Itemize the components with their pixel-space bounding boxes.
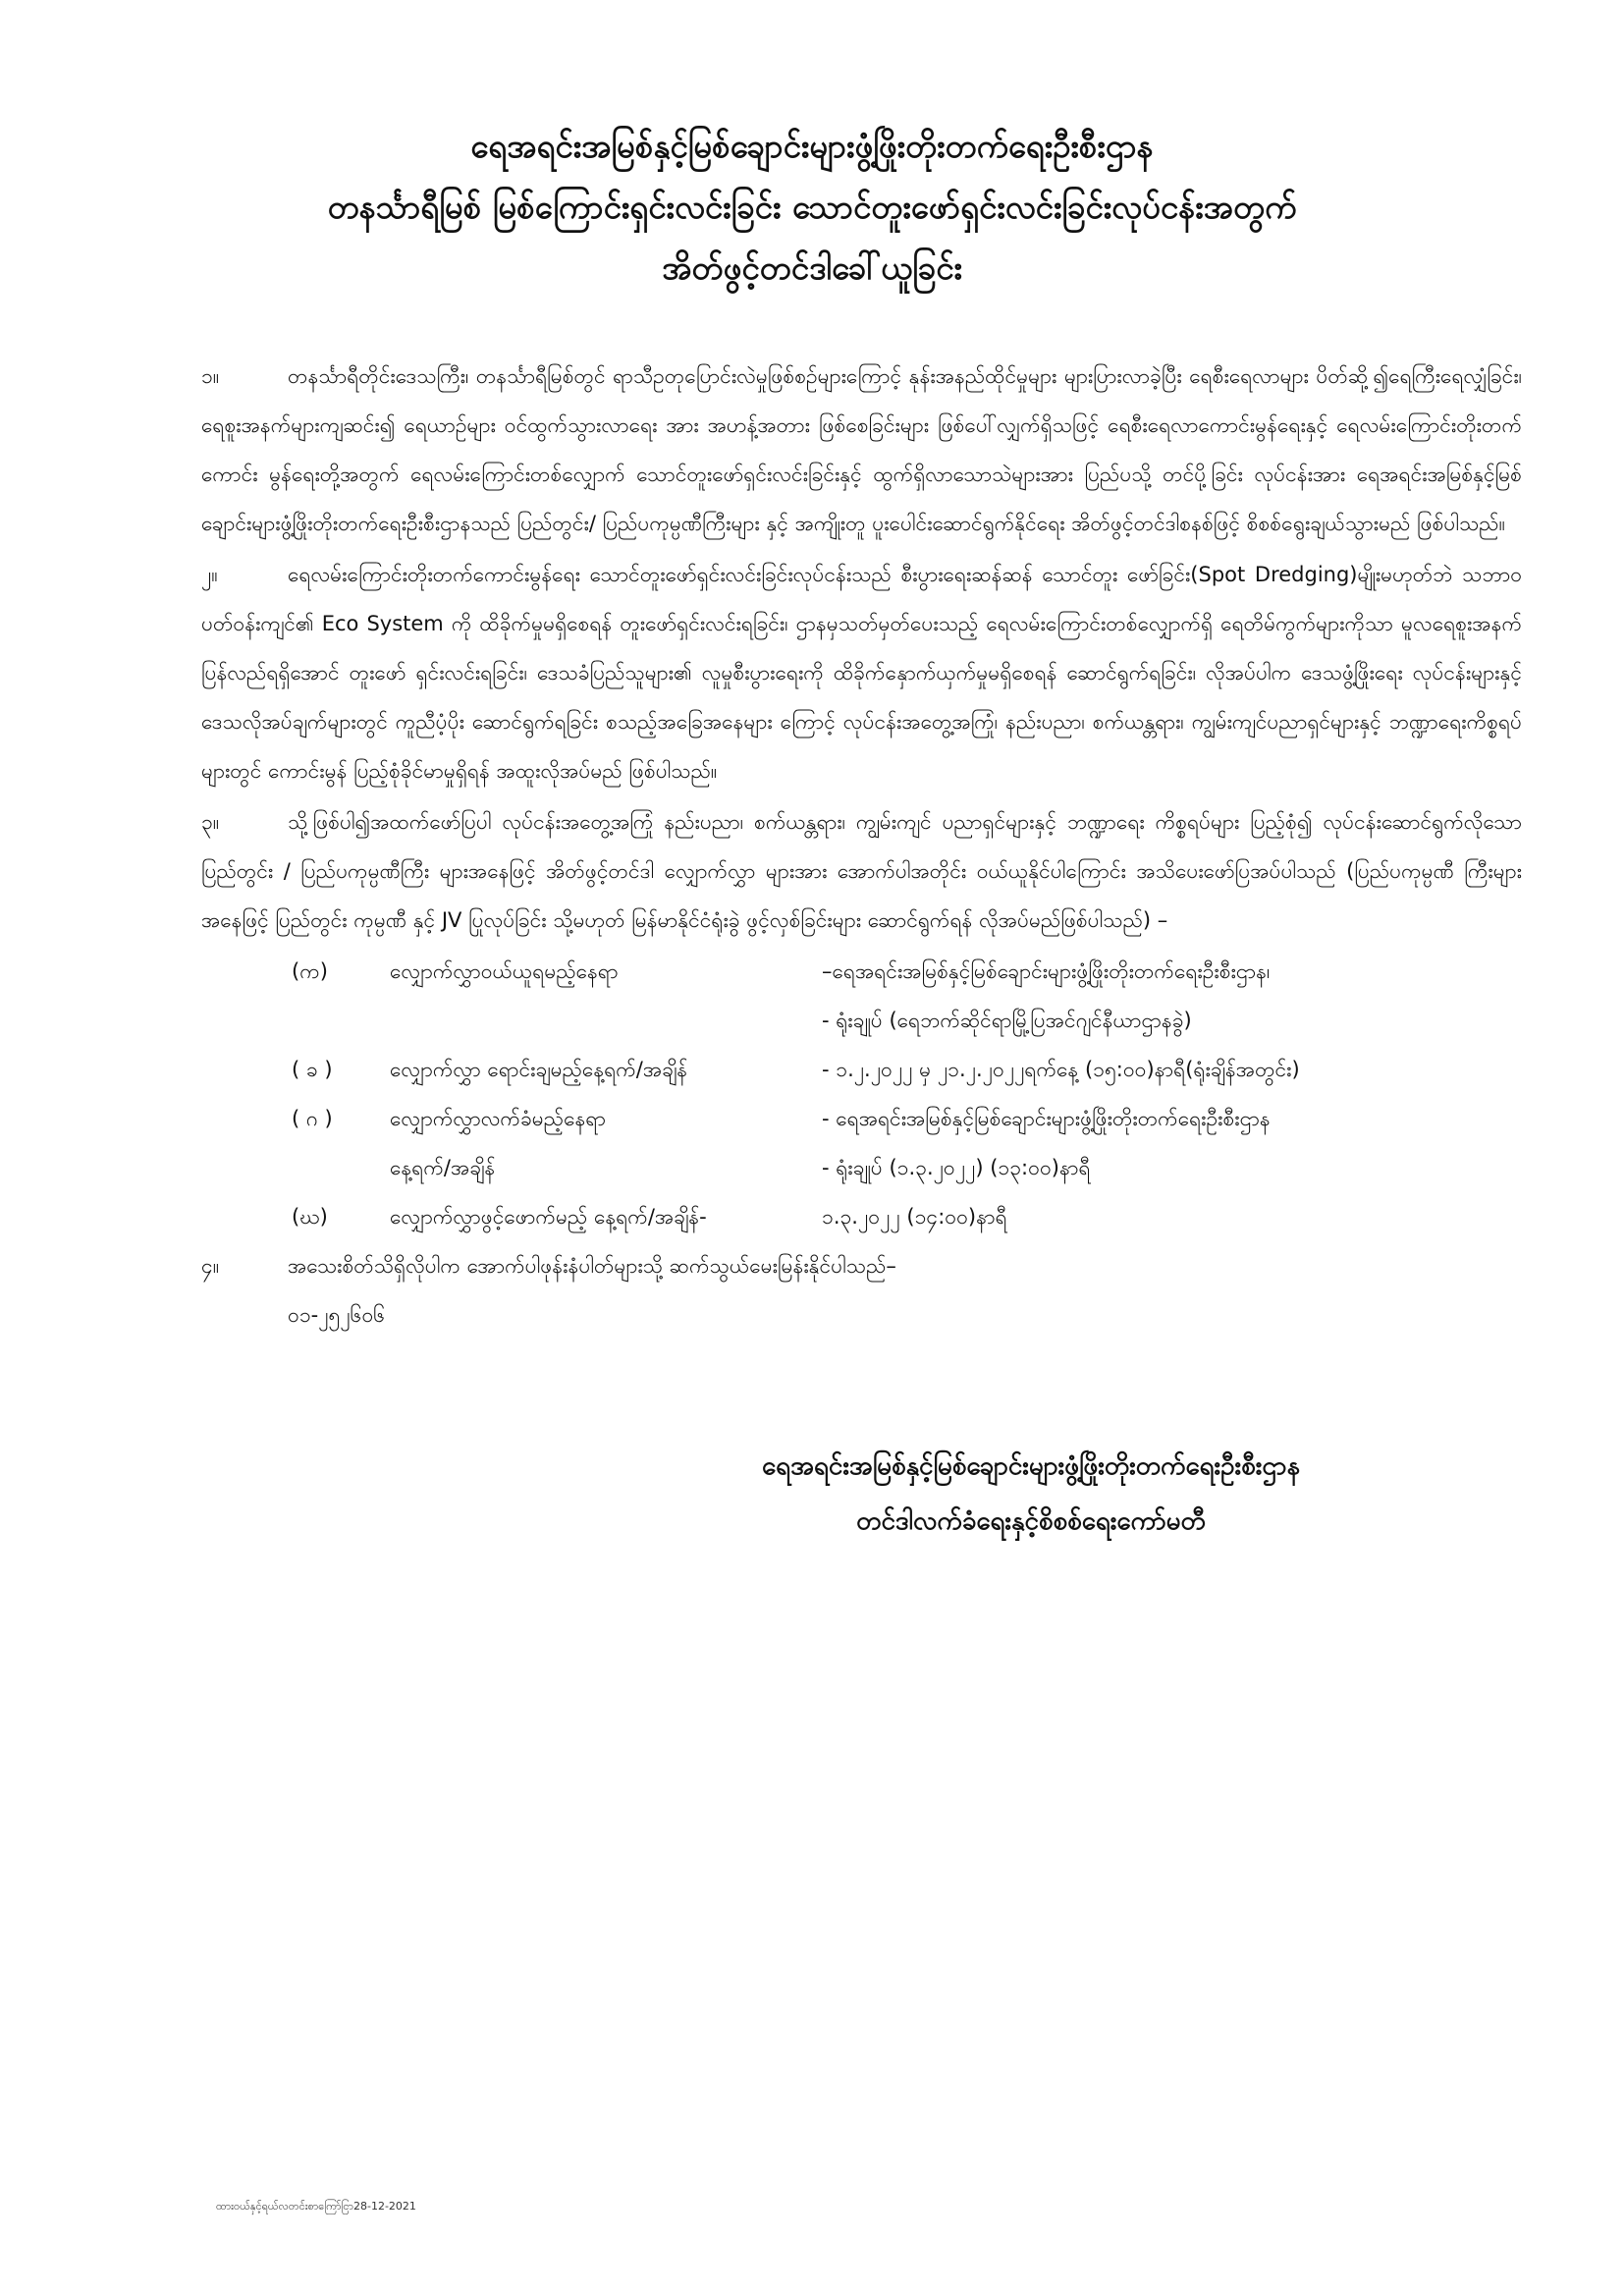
list-item-continuation: [201, 1143, 1522, 1192]
title-line-department: ရေအရင်းအမြစ်နှင့်မြစ်ချောင်းများဖွံ့ဖြိုးတိုးတက်ရေးဦးစီးဌာန: [470, 127, 1154, 165]
paragraph-3: [201, 797, 1522, 945]
item-marker: ( ခ ): [292, 1058, 333, 1081]
item-label: လျှောက်လွှာဝယ်ယူရမည့်နေရာ: [390, 959, 619, 983]
list-item: [201, 947, 1522, 996]
signature-block: [638, 1439, 1424, 1549]
tender-details-list: [201, 947, 1522, 1241]
paragraph-number: ၁။: [201, 364, 220, 388]
footer-note: ထားဝယ်နှင့်ရယ်လတင်းစာကြော်ငြာ28-12-2021: [216, 2200, 416, 2213]
item-value: –ရေအရင်းအမြစ်နှင့်မြစ်ချောင်းများဖွံ့ဖြိုးတိုးတက်ရေးဦးစီးဌာန၊: [822, 959, 1271, 983]
paragraph-text: ရေလမ်းကြောင်းတိုးတက်ကောင်းမွန်ရေး သောင်တူးဖော်ရှင်းလင်းခြင်းလုပ်ငန်းသည် စီးပွားရေးဆန်ဆန် သောင်တူး ဖော်ခြင်း(Spot Dredging)မျိုးမဟုတ်ဘဲ သဘာဝပတ်ဝန်းကျင်၏ Eco System ကို ထိခိုက်မှုမရှိစေရန် တူးဖော်ရှင်းလင်းရခြင်း၊ ဌာနမှသတ်မှတ်ပေးသည့် ရေလမ်းကြောင်းတစ်လျှောက်ရှိ ရေတိမ်ကွက်များကိုသာ မူလရေစူးအနက် ပြန်လည်ရရှိအောင် တူးဖော် ရှင်းလင်းရခြင်း၊ ဒေသခံပြည်သူများ၏ လူမှုစီးပွားရေးကို ထိခိုက်နှောက်ယှက်မှုမရှိစေရန် ဆောင်ရွက်ရခြင်း၊ လိုအပ်ပါက ဒေသဖွံ့ဖြိုးရေး လုပ်ငန်းများနှင့် ဒေသလိုအပ်ချက်များတွင် ကူညီပံ့ပိုး ဆောင်ရွက်ရခြင်း စသည့်အခြေအနေများ ကြောင့် လုပ်ငန်းအတွေ့အကြုံ၊ နည်းပညာ၊ စက်ယန္တရား၊ ကျွမ်းကျင်ပညာရှင်များနှင့် ဘဏ္ဍာရေးကိစ္စရပ်များတွင် ကောင်းမွန် ပြည့်စုံခိုင်မာမှုရှိရန် အထူးလိုအပ်မည် ဖြစ်ပါသည်။: [201, 563, 1522, 783]
list-item: [201, 1192, 1522, 1241]
title-line-project: တနင်္သာရီမြစ် မြစ်ကြောင်းရှင်းလင်းခြင်း သောင်တူးဖော်ရှင်းလင်းခြင်းလုပ်ငန်းအတွက်: [327, 188, 1297, 226]
item-value: - ရေအရင်းအမြစ်နှင့်မြစ်ချောင်းများဖွံ့ဖြိုးတိုးတက်ရေးဦးစီးဌာန: [822, 1107, 1271, 1130]
title-line-tender: အိတ်ဖွင့်တင်ဒါခေါ်ယူခြင်း: [662, 248, 962, 287]
contact-phone-number: ၀၁-၂၅၂၆၀၆: [288, 1303, 386, 1327]
item-marker: ( ဂ ): [292, 1107, 333, 1130]
document-body: [201, 352, 1522, 1339]
item-value: - ရုံးချုပ် (၁.၃.၂၀၂၂) (၁၃:၀၀)နာရီ: [822, 1156, 1091, 1179]
signature-department: ရေအရင်းအမြစ်နှင့်မြစ်ချောင်းများဖွံ့ဖြိုးတိုးတက်ရေးဦးစီးဌာန: [762, 1451, 1300, 1481]
list-item: [201, 1045, 1522, 1094]
list-item-continuation: [201, 996, 1522, 1045]
paragraph-4: [201, 1241, 1522, 1290]
item-value: ၁.၃.၂၀၂၂ (၁၄:၀၀)နာရီ: [822, 1205, 1007, 1229]
paragraph-text: တနင်္သာရီတိုင်းဒေသကြီး၊ တနင်္သာရီမြစ်တွင် ရာသီဥတုပြောင်းလဲမှုဖြစ်စဉ်များကြောင့် နုန်းအနည်ထိုင်မှုများ များပြားလာခဲ့ပြီး ရေစီးရေလာများ ပိတ်ဆို့၍ရေကြီးရေလျှံခြင်း၊ ရေစူးအနက်များကျဆင်း၍ ရေယာဉ်များ ဝင်ထွက်သွားလာရေး အား အဟန့်အတား ဖြစ်စေခြင်းများ ဖြစ်ပေါ်လျှက်ရှိသဖြင့် ရေစီးရေလာကောင်းမွန်ရေးနှင့် ရေလမ်းကြောင်းတိုးတက်ကောင်း မွန်ရေးတို့အတွက် ရေလမ်းကြောင်းတစ်လျှောက် သောင်တူးဖော်ရှင်းလင်းခြင်းနှင့် ထွက်ရှိလာသောသဲများအား ပြည်ပသို့ တင်ပို့ခြင်း လုပ်ငန်းအား ရေအရင်းအမြစ်နှင့်မြစ်ချောင်းများဖွံ့ဖြိုးတိုးတက်ရေးဦးစီးဌာနသည် ပြည်တွင်း/ ပြည်ပကုမ္ပဏီကြီးများ နှင့် အကျိုးတူ ပူးပေါင်းဆောင်ရွက်နိုင်ရေး အိတ်ဖွင့်တင်ဒါစနစ်ဖြင့် စိစစ်ရွေးချယ်သွားမည် ဖြစ်ပါသည်။: [201, 364, 1522, 535]
item-label: လျှောက်လွှာလက်ခံမည့်နေရာ: [390, 1107, 607, 1130]
item-value: - ၁.၂.၂၀၂၂ မှ ၂၁.၂.၂၀၂၂ရက်နေ့ (၁၅:၀၀)နာရီ(ရုံးချိန်အတွင်း): [822, 1058, 1300, 1081]
paragraph-text: အသေးစိတ်သိရှိလိုပါက အောက်ပါဖုန်းနံပါတ်များသို့ ဆက်သွယ်မေးမြန်းနိုင်ပါသည်–: [288, 1254, 896, 1278]
paragraph-number: ၂။: [201, 563, 218, 586]
paragraph-number: ၄။: [201, 1254, 220, 1278]
item-marker: (ဃ): [292, 1205, 328, 1229]
paragraph-1: [201, 352, 1522, 548]
item-label: လျှောက်လွှာ ရောင်းချမည့်နေ့ရက်/အချိန်: [390, 1058, 688, 1081]
signature-committee: တင်ဒါလက်ခံရေးနှင့်စိစစ်ရေးကော်မတီ: [856, 1506, 1206, 1536]
paragraph-2: [201, 550, 1522, 795]
item-marker: (က): [292, 959, 328, 983]
item-label: နေ့ရက်/အချိန်: [390, 1156, 496, 1179]
list-item: [201, 1094, 1522, 1143]
paragraph-text: သို့ဖြစ်ပါ၍အထက်ဖော်ပြပါ လုပ်ငန်းအတွေ့အကြုံ နည်းပညာ၊ စက်ယန္တရား၊ ကျွမ်းကျင် ပညာရှင်များနှင့် ဘဏ္ဍာရေး ကိစ္စရပ်များ ပြည့်စုံ၍ လုပ်ငန်းဆောင်ရွက်လိုသော ပြည်တွင်း / ပြည်ပကုမ္ပဏီကြီး များအနေဖြင့် အိတ်ဖွင့်တင်ဒါ လျှောက်လွှာ များအား အောက်ပါအတိုင်း ဝယ်ယူနိုင်ပါကြောင်း အသိပေးဖော်ပြအပ်ပါသည် (ပြည်ပကုမ္ပဏီ ကြီးများအနေဖြင့် ပြည်တွင်း ကုမ္ပဏီ နှင့် JV ပြုလုပ်ခြင်း သို့မဟုတ် မြန်မာနိုင်ငံရုံးခွဲ ဖွင့်လှစ်ခြင်းများ ဆောင်ရွက်ရန် လိုအပ်မည်ဖြစ်ပါသည်) –: [201, 810, 1522, 932]
item-label: လျှောက်လွှာဖွင့်ဖောက်မည့် နေ့ရက်/အချိန်-: [390, 1205, 707, 1229]
item-value: - ရုံးချုပ် (ရေဘက်ဆိုင်ရာမြို့ပြအင်ဂျင်နီယာဌာနခွဲ): [822, 1009, 1192, 1032]
paragraph-number: ၃။: [201, 810, 220, 834]
document-title: [147, 116, 1477, 299]
